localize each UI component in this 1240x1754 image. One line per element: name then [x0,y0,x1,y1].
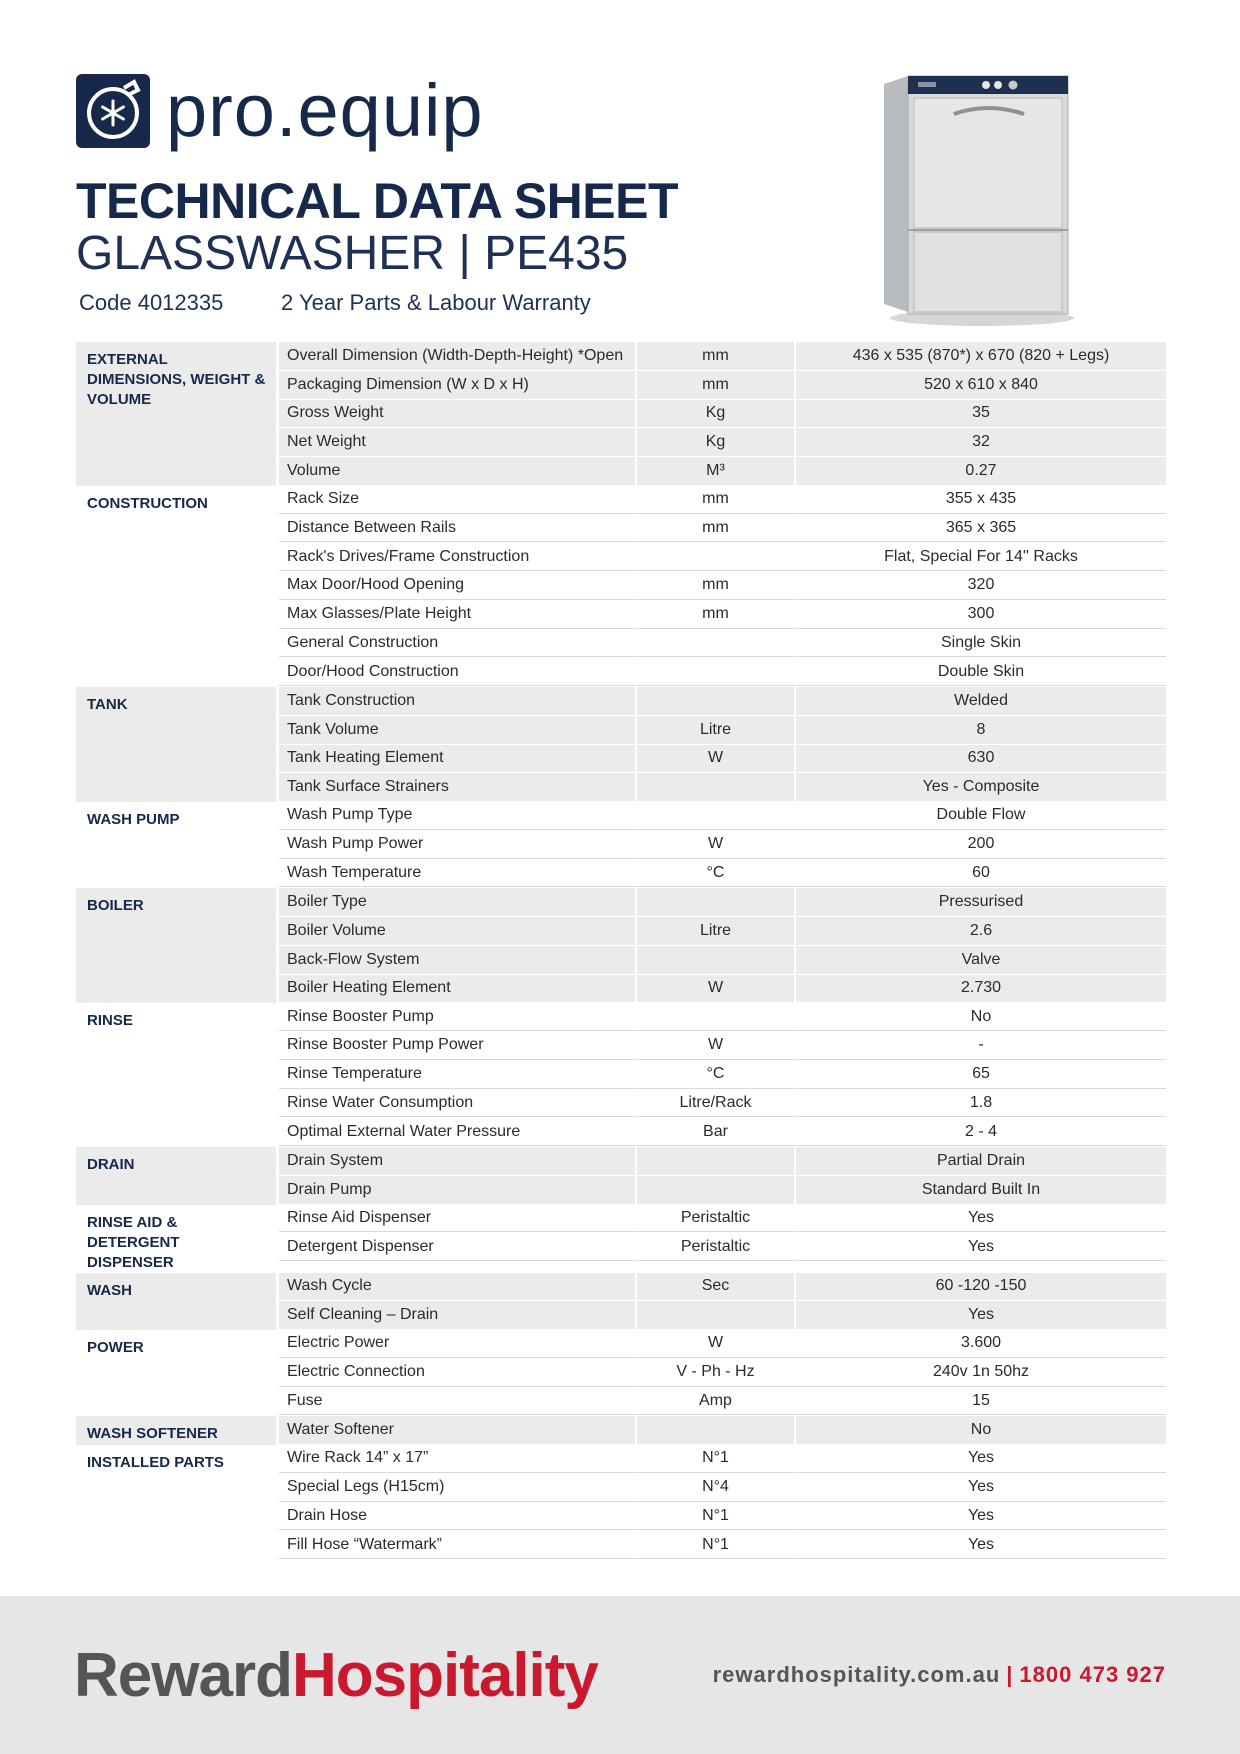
table-row [279,543,1166,572]
brand-logo [76,69,484,152]
spec-description: Tank Construction [279,687,635,715]
brand-part2: Hospitality [291,1641,598,1710]
spec-value: 355 x 435 [794,486,1166,514]
spec-description: Fill Hose “Watermark” [279,1531,635,1559]
table-row [279,888,1166,917]
spec-unit: Peristaltic [635,1233,794,1261]
spec-value: Yes - Composite [794,773,1166,801]
spec-description: Rinse Aid Dispenser [279,1205,635,1233]
spec-description: Rinse Temperature [279,1061,635,1089]
spec-value: Yes [794,1445,1166,1473]
spec-section [76,1330,1166,1416]
table-row [279,1503,1166,1532]
table-row [279,630,1166,659]
spec-description: Boiler Heating Element [279,975,635,1003]
table-row [279,342,1166,371]
table-row [279,658,1166,687]
spec-value: No [794,1416,1166,1444]
spec-unit [635,773,794,801]
spec-description: Wash Pump Power [279,831,635,859]
spec-description: Volume [279,457,635,485]
phone-number[interactable]: 1800 473 927 [1019,1662,1166,1687]
table-row [279,773,1166,802]
spec-unit: N°4 [635,1474,794,1502]
spec-unit: Litre/Rack [635,1090,794,1118]
snowflake-logo-icon [76,74,150,148]
spec-value: 32 [794,428,1166,456]
table-row [279,687,1166,716]
spec-unit: V - Ph - Hz [635,1359,794,1387]
table-row [279,601,1166,630]
table-row [279,1233,1166,1262]
spec-unit: mm [635,371,794,399]
spec-unit [635,543,794,571]
spec-description: General Construction [279,630,635,658]
section-label: WASH [76,1273,276,1331]
spec-value: 60 [794,860,1166,888]
section-label: CONSTRUCTION [87,494,208,512]
table-row [279,572,1166,601]
spec-value: 300 [794,601,1166,629]
section-label: POWER [87,1339,144,1356]
spec-value: - [794,1032,1166,1060]
footer-contact [713,1662,1166,1688]
spec-description: Rinse Booster Pump [279,1003,635,1031]
spec-section [76,888,1166,1003]
spec-value: 320 [794,572,1166,600]
spec-description: Rack's Drives/Frame Construction [279,543,635,571]
spec-unit [635,1416,794,1444]
spec-unit: Litre [635,917,794,945]
spec-description: Drain Pump [279,1176,635,1204]
glasswasher-product-image [878,72,1078,328]
spec-unit: M³ [635,457,794,485]
spec-value: Yes [794,1503,1166,1531]
warranty-text: 2 Year Parts & Labour Warranty [281,290,591,315]
website-link[interactable]: rewardhospitality.com.au [712,1662,1001,1687]
spec-description: Distance Between Rails [279,515,635,543]
table-row [279,1118,1166,1147]
spec-value: Yes [794,1233,1166,1261]
table-row [279,745,1166,774]
spec-description: Electric Power [279,1330,635,1358]
spec-unit: Bar [635,1118,794,1146]
spec-unit: W [635,1330,794,1358]
section-label: WASH PUMP [87,811,180,828]
spec-value: Valve [794,946,1166,974]
spec-unit [635,630,794,658]
spec-unit [635,658,794,686]
spec-unit: N°1 [635,1531,794,1559]
section-label: EXTERNAL DIMENSIONS, WEIGHT & VOLUME [76,342,276,486]
spec-value: 2.730 [794,975,1166,1003]
spec-section [76,802,1166,888]
spec-unit: mm [635,342,794,370]
brand-part1: Reward [74,1641,292,1710]
spec-unit: mm [635,572,794,600]
page-title: TECHNICAL DATA SHEET [76,173,679,229]
spec-description: Drain System [279,1147,635,1175]
spec-description: Special Legs (H15cm) [279,1474,635,1502]
spec-value: 3.600 [794,1330,1166,1358]
section-label: BOILER [76,888,276,1003]
table-row [279,1032,1166,1061]
spec-table [76,342,1166,1560]
contact-separator: | [1006,1662,1014,1687]
spec-value: 365 x 365 [794,515,1166,543]
spec-value: Single Skin [794,630,1166,658]
product-code: Code 4012335 [79,290,224,315]
spec-value: 2 - 4 [794,1118,1166,1146]
spec-description: Wash Cycle [279,1273,635,1301]
table-row [279,1147,1166,1176]
spec-description: Drain Hose [279,1503,635,1531]
spec-description: Boiler Volume [279,917,635,945]
spec-unit [635,946,794,974]
table-row [279,515,1166,544]
spec-description: Boiler Type [279,888,635,916]
spec-description: Max Glasses/Plate Height [279,601,635,629]
spec-description: Fuse [279,1388,635,1416]
spec-unit [635,1003,794,1031]
spec-unit: W [635,975,794,1003]
spec-description: Max Door/Hood Opening [279,572,635,600]
spec-value: 520 x 610 x 840 [794,371,1166,399]
table-row [279,371,1166,400]
section-label: TANK [76,687,276,802]
table-row [279,1273,1166,1302]
spec-unit: Kg [635,400,794,428]
spec-section [76,1205,1166,1273]
spec-value: 240v 1n 50hz [794,1359,1166,1387]
spec-value: 1.8 [794,1090,1166,1118]
spec-value: Yes [794,1301,1166,1329]
spec-value: No [794,1003,1166,1031]
spec-section [76,687,1166,802]
section-label: DRAIN [76,1147,276,1205]
spec-description: Tank Heating Element [279,745,635,773]
spec-value: Double Skin [794,658,1166,686]
spec-unit: °C [635,1061,794,1089]
spec-unit [635,687,794,715]
spec-unit: N°1 [635,1445,794,1473]
spec-value: 630 [794,745,1166,773]
spec-description: Net Weight [279,428,635,456]
table-row [279,1445,1166,1474]
spec-value: Partial Drain [794,1147,1166,1175]
table-row [279,831,1166,860]
spec-unit [635,1147,794,1175]
spec-unit [635,888,794,916]
spec-description: Wire Rack 14” x 17” [279,1445,635,1473]
spec-description: Tank Volume [279,716,635,744]
spec-section [76,486,1166,687]
spec-unit: Amp [635,1388,794,1416]
table-row [279,1388,1166,1417]
section-label: RINSE AID & DETERGENT DISPENSER [87,1213,180,1271]
spec-section [76,1273,1166,1331]
spec-value: 60 -120 -150 [794,1273,1166,1301]
table-row [279,1301,1166,1330]
spec-unit [635,1176,794,1204]
spec-unit [635,1301,794,1329]
spec-value: Welded [794,687,1166,715]
table-row [279,457,1166,486]
spec-unit: °C [635,860,794,888]
spec-section [76,342,1166,486]
spec-unit: W [635,831,794,859]
spec-description: Wash Pump Type [279,802,635,830]
spec-description: Rack Size [279,486,635,514]
spec-value: 35 [794,400,1166,428]
table-row [279,1003,1166,1032]
section-label: WASH SOFTENER [76,1416,276,1445]
table-row [279,486,1166,515]
spec-unit: Litre [635,716,794,744]
spec-value: 8 [794,716,1166,744]
spec-unit: N°1 [635,1503,794,1531]
spec-description: Rinse Water Consumption [279,1090,635,1118]
table-row [279,1330,1166,1359]
spec-value: Double Flow [794,802,1166,830]
spec-unit: mm [635,601,794,629]
table-row [279,1205,1166,1234]
spec-value: 15 [794,1388,1166,1416]
table-row [279,1090,1166,1119]
spec-unit: W [635,1032,794,1060]
spec-description: Rinse Booster Pump Power [279,1032,635,1060]
spec-section [76,1003,1166,1147]
spec-unit: mm [635,486,794,514]
spec-section [76,1445,1166,1560]
table-row [279,860,1166,889]
table-row [279,428,1166,457]
spec-value: Yes [794,1474,1166,1502]
spec-description: Door/Hood Construction [279,658,635,686]
spec-unit: mm [635,515,794,543]
table-row [279,1531,1166,1560]
spec-description: Optimal External Water Pressure [279,1118,635,1146]
table-row [279,946,1166,975]
spec-value: 65 [794,1061,1166,1089]
table-row [279,716,1166,745]
spec-value: 2.6 [794,917,1166,945]
spec-value: Yes [794,1531,1166,1559]
table-row [279,1176,1166,1205]
table-row [279,1416,1166,1445]
spec-value: 0.27 [794,457,1166,485]
spec-value: Standard Built In [794,1176,1166,1204]
spec-unit: Peristaltic [635,1205,794,1233]
table-row [279,1359,1166,1388]
spec-description: Gross Weight [279,400,635,428]
logo-text: pro.equip [166,69,484,152]
spec-section [76,1416,1166,1445]
section-label: RINSE [87,1012,133,1030]
table-row [279,1061,1166,1090]
spec-section [76,1147,1166,1205]
spec-description: Self Cleaning – Drain [279,1301,635,1329]
spec-description: Electric Connection [279,1359,635,1387]
spec-description: Back-Flow System [279,946,635,974]
table-row [279,1474,1166,1503]
spec-description: Water Softener [279,1416,635,1444]
spec-description: Packaging Dimension (W x D x H) [279,371,635,399]
spec-description: Wash Temperature [279,860,635,888]
spec-value: 200 [794,831,1166,859]
product-subtitle: GLASSWASHER | PE435 [76,227,629,280]
spec-unit: W [635,745,794,773]
spec-description: Detergent Dispenser [279,1233,635,1261]
footer [0,1596,1240,1754]
table-row [279,917,1166,946]
spec-description: Overall Dimension (Width-Depth-Height) *Open [279,342,635,370]
spec-value: Yes [794,1205,1166,1233]
table-row [279,975,1166,1004]
table-row [279,400,1166,429]
spec-description: Tank Surface Strainers [279,773,635,801]
spec-unit: Kg [635,428,794,456]
reward-hospitality-logo [74,1640,598,1711]
section-label: INSTALLED PARTS [87,1454,224,1471]
spec-value: 436 x 535 (870*) x 670 (820 + Legs) [794,342,1166,370]
table-row [279,802,1166,831]
spec-unit [635,802,794,830]
spec-value: Pressurised [794,888,1166,916]
spec-unit: Sec [635,1273,794,1301]
spec-value: Flat, Special For 14'' Racks [794,543,1166,571]
